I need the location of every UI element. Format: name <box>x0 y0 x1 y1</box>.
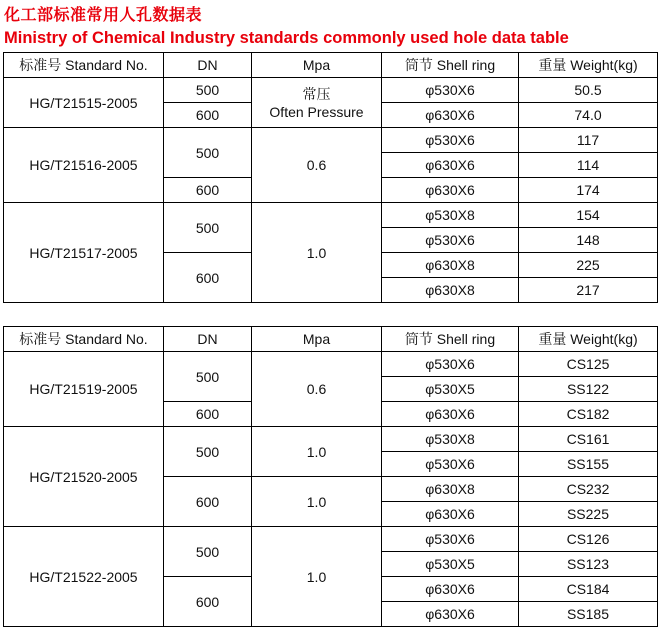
weight-cell: CS161 <box>519 427 658 452</box>
header-mpa: Mpa <box>252 327 382 352</box>
mpa-cell: 1.0 <box>252 427 382 477</box>
table-header-row <box>4 327 658 352</box>
dn-cell: 600 <box>164 178 252 203</box>
page-title-english: Ministry of Chemical Industry standards commonly used hole data table <box>4 29 569 47</box>
mpa-chinese-label: 常压 <box>302 85 331 102</box>
weight-cell: CS184 <box>519 577 658 602</box>
table-row <box>4 427 658 452</box>
mpa-cell: 1.0 <box>252 477 382 527</box>
shell-cell: φ530X6 <box>382 228 519 253</box>
weight-cell: 154 <box>519 203 658 228</box>
weight-cell: SS122 <box>519 377 658 402</box>
shell-cell: φ630X6 <box>382 577 519 602</box>
shell-cell: φ530X6 <box>382 352 519 377</box>
weight-cell: CS182 <box>519 402 658 427</box>
weight-cell: SS225 <box>519 502 658 527</box>
mpa-cell: 0.6 <box>252 352 382 427</box>
header-shell-ring: 筒节 Shell ring <box>382 327 519 352</box>
weight-cell: SS185 <box>519 602 658 627</box>
table-row <box>4 352 658 377</box>
weight-cell: SS155 <box>519 452 658 477</box>
weight-cell: 174 <box>519 178 658 203</box>
dn-cell: 600 <box>164 477 252 527</box>
dn-cell: 600 <box>164 402 252 427</box>
shell-cell: φ630X8 <box>382 253 519 278</box>
standard-cell: HG/T21519-2005 <box>4 352 164 427</box>
table-row <box>4 128 658 153</box>
shell-cell: φ530X6 <box>382 128 519 153</box>
mpa-cell: 1.0 <box>252 203 382 303</box>
weight-cell: CS126 <box>519 527 658 552</box>
dn-cell: 500 <box>164 203 252 253</box>
weight-cell: 148 <box>519 228 658 253</box>
shell-cell: φ530X6 <box>382 78 519 103</box>
dn-cell: 600 <box>164 253 252 303</box>
shell-cell: φ630X6 <box>382 178 519 203</box>
table-row <box>4 203 658 228</box>
dn-cell: 600 <box>164 103 252 128</box>
standard-cell: HG/T21517-2005 <box>4 203 164 303</box>
hole-data-table-2 <box>3 326 658 627</box>
page-title-chinese: 化工部标准常用人孔数据表 <box>4 5 203 24</box>
weight-cell: CS232 <box>519 477 658 502</box>
header-standard-no: 标准号 Standard No. <box>4 53 164 78</box>
dn-cell: 500 <box>164 427 252 477</box>
shell-cell: φ630X6 <box>382 402 519 427</box>
shell-cell: φ530X5 <box>382 377 519 402</box>
weight-cell: 114 <box>519 153 658 178</box>
header-standard-no: 标准号 Standard No. <box>4 327 164 352</box>
dn-cell: 500 <box>164 352 252 402</box>
shell-cell: φ630X8 <box>382 477 519 502</box>
header-mpa: Mpa <box>252 53 382 78</box>
standard-cell: HG/T21516-2005 <box>4 128 164 203</box>
mpa-cell: 1.0 <box>252 527 382 627</box>
shell-cell: φ630X6 <box>382 502 519 527</box>
header-shell-ring: 筒节 Shell ring <box>382 53 519 78</box>
shell-cell: φ530X5 <box>382 552 519 577</box>
dn-cell: 500 <box>164 527 252 577</box>
table-row <box>4 527 658 552</box>
dn-cell: 600 <box>164 577 252 627</box>
mpa-english-label: Often Pressure <box>269 103 364 120</box>
shell-cell: φ630X8 <box>382 278 519 303</box>
header-weight: 重量 Weight(kg) <box>519 327 658 352</box>
standard-cell: HG/T21520-2005 <box>4 427 164 527</box>
dn-cell: 500 <box>164 78 252 103</box>
weight-cell: SS123 <box>519 552 658 577</box>
weight-cell: CS125 <box>519 352 658 377</box>
shell-cell: φ530X6 <box>382 452 519 477</box>
mpa-cell <box>252 78 382 128</box>
shell-cell: φ530X8 <box>382 427 519 452</box>
dn-cell: 500 <box>164 128 252 178</box>
shell-cell: φ630X6 <box>382 153 519 178</box>
shell-cell: φ630X6 <box>382 602 519 627</box>
header-dn: DN <box>164 327 252 352</box>
weight-cell: 217 <box>519 278 658 303</box>
hole-data-table-1 <box>3 52 658 303</box>
weight-cell: 50.5 <box>519 78 658 103</box>
header-dn: DN <box>164 53 252 78</box>
weight-cell: 117 <box>519 128 658 153</box>
table-header-row <box>4 53 658 78</box>
shell-cell: φ630X6 <box>382 103 519 128</box>
mpa-cell: 0.6 <box>252 128 382 203</box>
standard-cell: HG/T21515-2005 <box>4 78 164 128</box>
weight-cell: 74.0 <box>519 103 658 128</box>
standard-cell: HG/T21522-2005 <box>4 527 164 627</box>
shell-cell: φ530X8 <box>382 203 519 228</box>
table-row <box>4 78 658 103</box>
header-weight: 重量 Weight(kg) <box>519 53 658 78</box>
weight-cell: 225 <box>519 253 658 278</box>
shell-cell: φ530X6 <box>382 527 519 552</box>
